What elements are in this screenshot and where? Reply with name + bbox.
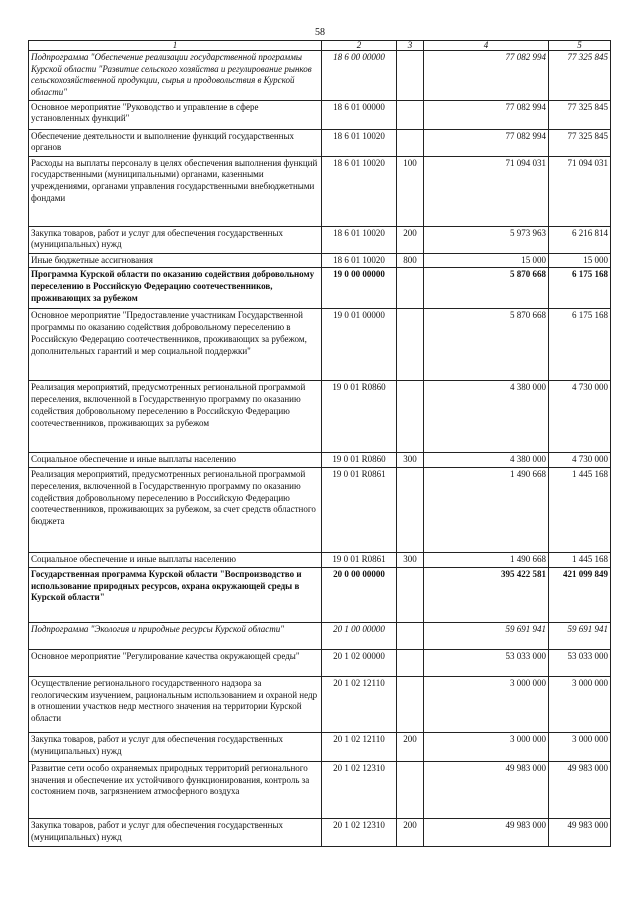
row-code-cell: 20 1 02 12110 xyxy=(322,732,397,761)
row-value-year2-cell: 6 216 814 xyxy=(549,226,611,253)
row-value-year2-cell: 1 445 168 xyxy=(549,553,611,568)
column-header: 2 xyxy=(322,41,397,51)
row-expense-type-cell xyxy=(397,761,424,818)
row-expense-type-cell: 200 xyxy=(397,732,424,761)
row-name-cell: Основное мероприятие "Предоставление участникам Государственной программы по оказанию содействия добровольному переселению в Российскую Федерацию соотечественников, проживающих за рубежом, дополнительных гарантий и мер социальной поддержки" xyxy=(29,309,322,381)
row-value-year2-cell: 49 983 000 xyxy=(549,761,611,818)
row-name-cell: Закупка товаров, работ и услуг для обеспечения государственных (муниципальных) нужд xyxy=(29,818,322,846)
row-name-cell: Иные бюджетные ассигнования xyxy=(29,253,322,268)
row-expense-type-cell xyxy=(397,268,424,309)
row-code-cell: 19 0 01 R0861 xyxy=(322,553,397,568)
table-row xyxy=(29,100,611,129)
row-expense-type-cell xyxy=(397,129,424,156)
table-row xyxy=(29,381,611,453)
row-code-cell: 18 6 00 00000 xyxy=(322,51,397,101)
row-value-year2-cell: 421 099 849 xyxy=(549,567,611,622)
row-expense-type-cell: 100 xyxy=(397,156,424,226)
row-value-year2-cell: 6 175 168 xyxy=(549,309,611,381)
row-expense-type-cell: 200 xyxy=(397,818,424,846)
row-expense-type-cell xyxy=(397,309,424,381)
row-name-cell: Осуществление регионального государственного надзора за геологическим изучением, рациональным использованием и охраной недр в отношении участков недр местного значения на территории Курской области xyxy=(29,676,322,732)
table-row xyxy=(29,732,611,761)
row-name-cell: Обеспечение деятельности и выполнение функций государственных органов xyxy=(29,129,322,156)
row-name-cell: Подпрограмма "Экология и природные ресурсы Курской области" xyxy=(29,622,322,649)
row-expense-type-cell xyxy=(397,51,424,101)
row-value-year2-cell: 59 691 941 xyxy=(549,622,611,649)
row-name-cell: Основное мероприятие "Регулирование качества окружающей среды" xyxy=(29,649,322,676)
row-code-cell: 20 1 00 00000 xyxy=(322,622,397,649)
row-value-year1-cell: 5 973 963 xyxy=(424,226,549,253)
table-body xyxy=(29,51,611,847)
column-header: 1 xyxy=(29,41,322,51)
row-code-cell: 19 0 01 R0861 xyxy=(322,468,397,553)
row-value-year2-cell: 3 000 000 xyxy=(549,732,611,761)
row-value-year2-cell: 6 175 168 xyxy=(549,268,611,309)
row-value-year1-cell: 77 082 994 xyxy=(424,100,549,129)
row-code-cell: 18 6 01 10020 xyxy=(322,253,397,268)
row-name-cell: Программа Курской области по оказанию содействия добровольному переселению в Российскую Федерацию соотечественников, проживающих за рубежом xyxy=(29,268,322,309)
row-expense-type-cell xyxy=(397,676,424,732)
row-value-year2-cell: 49 983 000 xyxy=(549,818,611,846)
row-value-year2-cell: 3 000 000 xyxy=(549,676,611,732)
row-value-year2-cell: 71 094 031 xyxy=(549,156,611,226)
table-row xyxy=(29,129,611,156)
row-value-year1-cell: 1 490 668 xyxy=(424,553,549,568)
row-value-year2-cell: 77 325 845 xyxy=(549,129,611,156)
table-row xyxy=(29,268,611,309)
row-code-cell: 18 6 01 10020 xyxy=(322,226,397,253)
row-value-year1-cell: 1 490 668 xyxy=(424,468,549,553)
row-name-cell: Развитие сети особо охраняемых природных территорий регионального значения и обеспечение их устойчивого функционирования, контроль за состоянием почв, загрязнением атмосферного воздуха xyxy=(29,761,322,818)
table-row xyxy=(29,51,611,101)
table-row xyxy=(29,156,611,226)
row-name-cell: Социальное обеспечение и иные выплаты населению xyxy=(29,553,322,568)
row-value-year2-cell: 53 033 000 xyxy=(549,649,611,676)
table-row xyxy=(29,818,611,846)
row-name-cell: Государственная программа Курской области "Воспроизводство и использование природных ресурсов, охрана окружающей среды в Курской области" xyxy=(29,567,322,622)
row-name-cell: Реализация мероприятий, предусмотренных региональной программой переселения, включенной в Государственную программу по оказанию содействия добровольному переселению в Российскую Федерацию соотечественников, проживающих за рубежом, за счет средств областного бюджета xyxy=(29,468,322,553)
row-value-year2-cell: 77 325 845 xyxy=(549,100,611,129)
row-code-cell: 20 0 00 00000 xyxy=(322,567,397,622)
row-expense-type-cell xyxy=(397,381,424,453)
row-code-cell: 19 0 01 00000 xyxy=(322,309,397,381)
row-code-cell: 19 0 01 R0860 xyxy=(322,381,397,453)
row-value-year1-cell: 49 983 000 xyxy=(424,761,549,818)
row-value-year2-cell: 1 445 168 xyxy=(549,468,611,553)
row-code-cell: 20 1 02 00000 xyxy=(322,649,397,676)
row-value-year1-cell: 49 983 000 xyxy=(424,818,549,846)
row-value-year2-cell: 4 730 000 xyxy=(549,381,611,453)
row-name-cell: Закупка товаров, работ и услуг для обеспечения государственных (муниципальных) нужд xyxy=(29,226,322,253)
column-header: 4 xyxy=(424,41,549,51)
table-row xyxy=(29,309,611,381)
row-name-cell: Основное мероприятие "Руководство и управление в сфере установленных функций" xyxy=(29,100,322,129)
row-expense-type-cell xyxy=(397,649,424,676)
row-expense-type-cell: 300 xyxy=(397,553,424,568)
table-row xyxy=(29,453,611,468)
row-value-year1-cell: 3 000 000 xyxy=(424,676,549,732)
row-name-cell: Социальное обеспечение и иные выплаты населению xyxy=(29,453,322,468)
row-code-cell: 19 0 00 00000 xyxy=(322,268,397,309)
row-value-year1-cell: 59 691 941 xyxy=(424,622,549,649)
table-row xyxy=(29,622,611,649)
row-code-cell: 19 0 01 R0860 xyxy=(322,453,397,468)
row-value-year1-cell: 53 033 000 xyxy=(424,649,549,676)
table-row xyxy=(29,226,611,253)
row-value-year1-cell: 15 000 xyxy=(424,253,549,268)
column-header: 3 xyxy=(397,41,424,51)
row-expense-type-cell: 800 xyxy=(397,253,424,268)
row-code-cell: 20 1 02 12310 xyxy=(322,761,397,818)
row-code-cell: 20 1 02 12110 xyxy=(322,676,397,732)
table-row xyxy=(29,553,611,568)
row-code-cell: 18 6 01 10020 xyxy=(322,129,397,156)
column-header: 5 xyxy=(549,41,611,51)
table-row xyxy=(29,253,611,268)
table-row xyxy=(29,567,611,622)
row-value-year2-cell: 77 325 845 xyxy=(549,51,611,101)
row-name-cell: Закупка товаров, работ и услуг для обеспечения государственных (муниципальных) нужд xyxy=(29,732,322,761)
row-value-year2-cell: 15 000 xyxy=(549,253,611,268)
table-row xyxy=(29,649,611,676)
budget-table xyxy=(28,40,611,847)
row-value-year1-cell: 77 082 994 xyxy=(424,129,549,156)
table-row xyxy=(29,761,611,818)
row-expense-type-cell xyxy=(397,468,424,553)
row-expense-type-cell: 300 xyxy=(397,453,424,468)
row-value-year1-cell: 5 870 668 xyxy=(424,268,549,309)
page-number: 58 xyxy=(315,27,325,38)
row-value-year1-cell: 3 000 000 xyxy=(424,732,549,761)
row-value-year1-cell: 4 380 000 xyxy=(424,453,549,468)
row-value-year1-cell: 395 422 581 xyxy=(424,567,549,622)
table-row xyxy=(29,676,611,732)
row-expense-type-cell: 200 xyxy=(397,226,424,253)
table-header-row xyxy=(29,41,611,51)
row-code-cell: 18 6 01 10020 xyxy=(322,156,397,226)
row-expense-type-cell xyxy=(397,622,424,649)
row-code-cell: 20 1 02 12310 xyxy=(322,818,397,846)
row-value-year2-cell: 4 730 000 xyxy=(549,453,611,468)
row-value-year1-cell: 71 094 031 xyxy=(424,156,549,226)
row-expense-type-cell xyxy=(397,100,424,129)
row-name-cell: Расходы на выплаты персоналу в целях обеспечения выполнения функций государственными (муниципальными) органами, казенными учреждениями, органами управления государственными внебюджетными фондами xyxy=(29,156,322,226)
row-name-cell: Реализация мероприятий, предусмотренных региональной программой переселения, включенной в Государственную программу по оказанию содействия добровольному переселению в Российскую Федерацию соотечественников, проживающих за рубежом xyxy=(29,381,322,453)
row-expense-type-cell xyxy=(397,567,424,622)
row-code-cell: 18 6 01 00000 xyxy=(322,100,397,129)
row-name-cell: Подпрограмма "Обеспечение реализации государственной программы Курской области "Развитие сельского хозяйства и регулирование рынков сельскохозяйственной продукции, сырья и продовольствия в Курской области" xyxy=(29,51,322,101)
row-value-year1-cell: 77 082 994 xyxy=(424,51,549,101)
row-value-year1-cell: 4 380 000 xyxy=(424,381,549,453)
table-row xyxy=(29,468,611,553)
row-value-year1-cell: 5 870 668 xyxy=(424,309,549,381)
